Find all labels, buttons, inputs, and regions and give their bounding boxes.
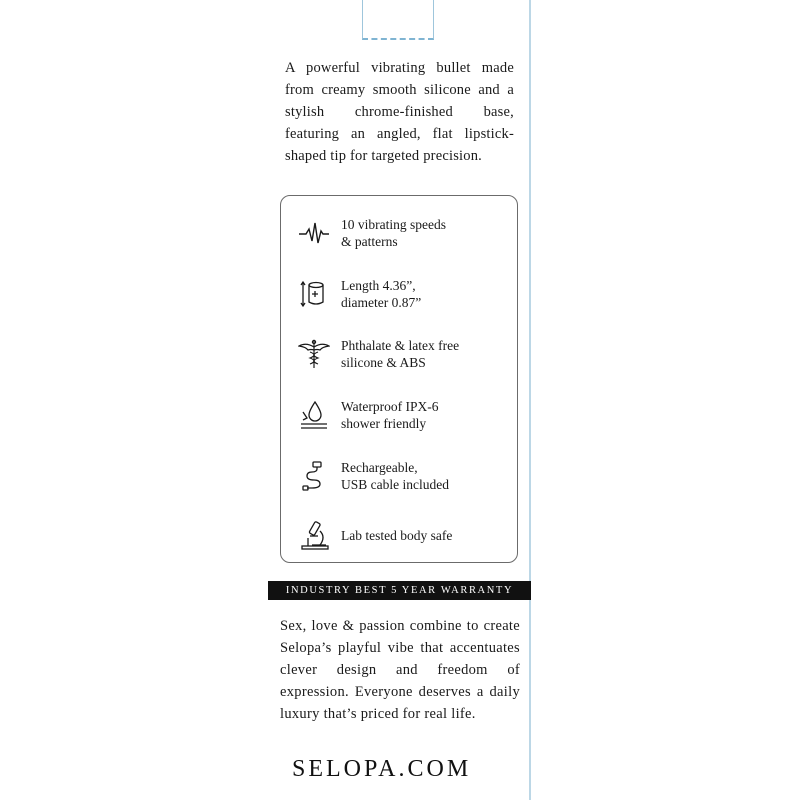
feature-line-1: Length 4.36”, [341, 278, 416, 293]
feature-line-1: Waterproof IPX-6 [341, 399, 439, 414]
panel-edge-line [529, 0, 531, 800]
product-description: A powerful vibrating bullet made from creamy smooth silicone and a stylish chrome-finished base, featuring an angled, flat lipstick-shaped tip for targeted precision. [285, 60, 514, 164]
feature-lab-tested [297, 518, 507, 552]
water-drop-icon [297, 398, 331, 432]
feature-line-1: Rechargeable, [341, 460, 418, 475]
feature-line-2: & patterns [341, 234, 398, 249]
feature-line-1: Lab tested body safe [341, 527, 453, 543]
features-box [280, 195, 518, 563]
feature-line-1: 10 vibrating speeds [341, 217, 446, 232]
warranty-banner: INDUSTRY BEST 5 YEAR WARRANTY [268, 581, 531, 600]
caduceus-icon [297, 337, 331, 371]
feature-dimensions [297, 277, 507, 311]
feature-line-2: shower friendly [341, 416, 427, 431]
microscope-icon [297, 518, 331, 552]
feature-speeds [297, 216, 507, 250]
feature-waterproof [297, 398, 507, 432]
brand-statement: Sex, love & passion combine to create Selopa’s playful vibe that accentuates clever design and freedom of expression. Everyone deserves a daily luxury that’s priced for real life. [280, 618, 520, 722]
website-url[interactable]: SELOPA.COM [292, 756, 472, 782]
feature-line-2: USB cable included [341, 477, 449, 492]
usb-cable-icon [297, 459, 331, 493]
waveform-icon [297, 216, 331, 250]
feature-line-2: diameter 0.87” [341, 295, 422, 310]
feature-materials [297, 337, 507, 371]
feature-rechargeable [297, 459, 507, 493]
dashed-top-box [362, 0, 434, 40]
feature-line-1: Phthalate & latex free [341, 338, 460, 353]
feature-line-2: silicone & ABS [341, 355, 426, 370]
measure-cylinder-icon [297, 277, 331, 311]
